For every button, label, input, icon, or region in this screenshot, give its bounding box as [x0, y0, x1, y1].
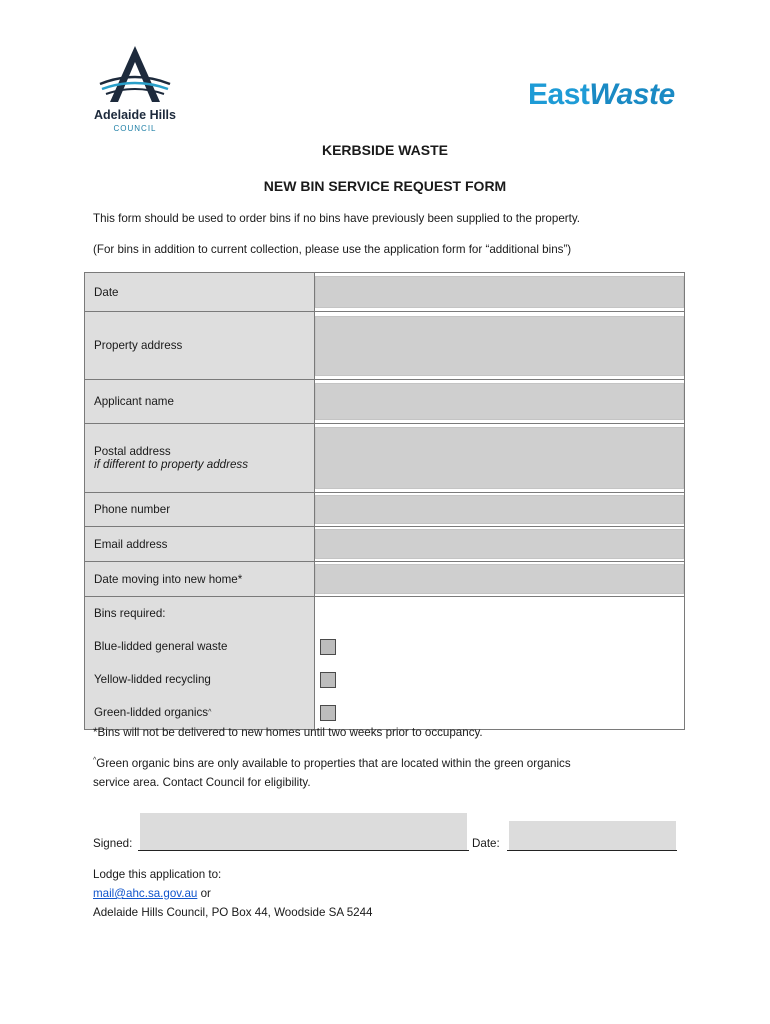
council-name: Adelaide Hills [94, 108, 176, 122]
sign-date-field[interactable] [509, 821, 676, 850]
applicant-name-label: Applicant name [85, 380, 315, 424]
intro-text-1: This form should be used to order bins if no bins have previously been supplied to the property. [93, 212, 581, 225]
note-delivery: *Bins will not be delivered to new homes until two weeks prior to occupancy. [93, 726, 483, 739]
bins-checkbox-cell [315, 597, 685, 730]
lodge-email-row [93, 887, 211, 900]
bin-green-checkbox[interactable] [320, 705, 336, 721]
request-form-table [84, 272, 685, 730]
date-moving-label: Date moving into new home* [85, 562, 315, 597]
green-caret-mark: ^ [208, 709, 212, 716]
lodge-email-link[interactable]: mail@ahc.sa.gov.au [93, 887, 198, 900]
form-title-1: KERBSIDE WASTE [321, 142, 448, 158]
date-moving-input[interactable] [315, 564, 684, 594]
adelaide-hills-council-logo [80, 44, 190, 134]
lodge-or: or [197, 887, 211, 900]
date-sign-label: Date: [472, 837, 500, 850]
postal-address-label: Postal address [94, 445, 171, 458]
signature-line [138, 850, 469, 851]
note-green-line1-wrap [93, 757, 571, 770]
bin-green-label-row [85, 696, 314, 729]
bin-green-label: Green-lidded organics [94, 706, 209, 719]
date-input[interactable] [315, 276, 684, 308]
property-address-input[interactable] [315, 316, 684, 376]
email-address-input[interactable] [315, 529, 684, 559]
form-title-2: NEW BIN SERVICE REQUEST FORM [263, 178, 507, 194]
lodge-postal: Adelaide Hills Council, PO Box 44, Woodside SA 5244 [93, 906, 373, 919]
council-sub: COUNCIL [113, 124, 157, 133]
applicant-name-input[interactable] [315, 383, 684, 420]
sign-date-line [507, 850, 677, 851]
council-mountain-icon [80, 44, 190, 108]
lodge-heading: Lodge this application to: [93, 868, 222, 881]
bin-yellow-label: Yellow-lidded recycling [94, 673, 211, 686]
bin-blue-checkbox[interactable] [320, 639, 336, 655]
phone-number-input[interactable] [315, 495, 684, 524]
note-caret-mark: ^ [93, 757, 97, 765]
postal-address-label-cell [85, 424, 315, 493]
email-address-label: Email address [85, 527, 315, 562]
note-green-line1: Green organic bins are only available to properties that are located within the green organics [96, 757, 571, 770]
bin-blue-label: Blue-lidded general waste [94, 640, 228, 653]
property-address-label: Property address [85, 312, 315, 380]
date-label: Date [85, 273, 315, 312]
eastwaste-part1: East [528, 78, 590, 111]
bins-required-cell [85, 597, 315, 730]
bins-heading: Bins required: [94, 607, 166, 620]
signature-field[interactable] [140, 813, 467, 850]
bin-yellow-checkbox[interactable] [320, 672, 336, 688]
signed-label: Signed: [93, 837, 133, 850]
phone-number-label: Phone number [85, 493, 315, 527]
eastwaste-logo [528, 78, 675, 112]
note-green-line2: service area. Contact Council for eligibility. [93, 776, 311, 789]
intro-text-2: (For bins in addition to current collection, please use the application form for “additional bins”) [93, 243, 572, 256]
postal-address-input[interactable] [315, 427, 684, 489]
postal-address-note: if different to property address [94, 458, 249, 471]
eastwaste-part2: Waste [589, 78, 675, 111]
